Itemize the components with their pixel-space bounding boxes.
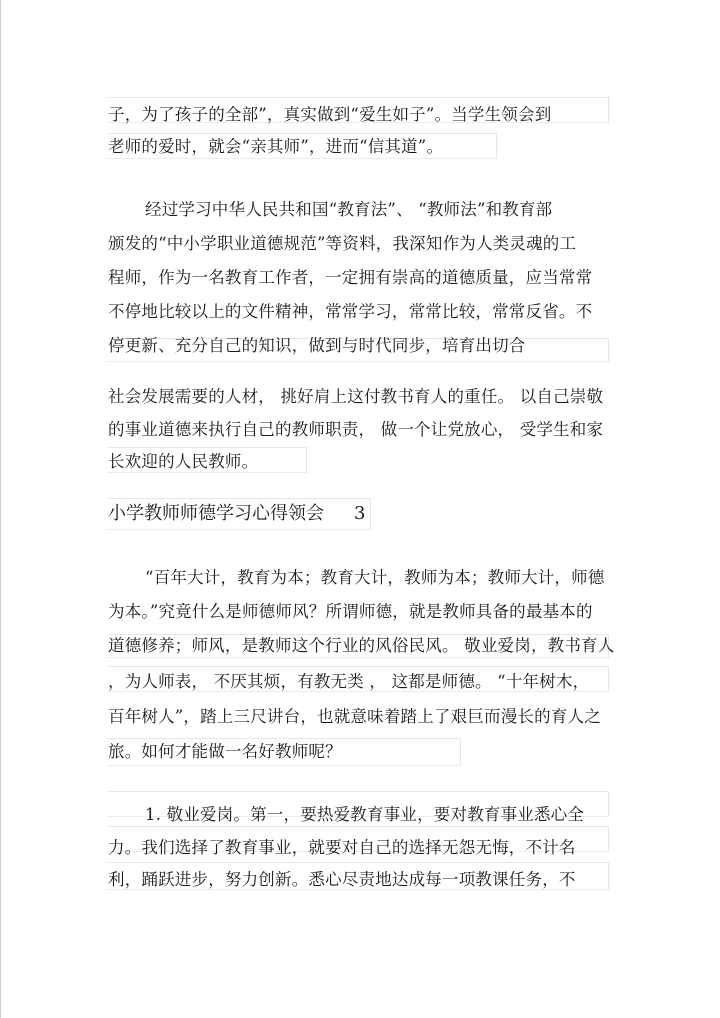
text-line: 利，踊跃进步，努力创新。悉心尽责地达成每一项教课任务，不: [108, 870, 576, 889]
text-line: 颁发的“中小学职业道德规范”等资料，我深知作为人类灵魂的工: [108, 234, 577, 253]
section-heading: [108, 500, 365, 528]
text-line: 不停地比较以上的文件精神，常常学习，常常比较，常常反省。不: [108, 302, 593, 321]
text-line: 经过学习中华人民共和国“教育法”、 “教师法”和教育部: [145, 200, 553, 219]
text-line: 旅。如何才能做一名好教师呢？: [108, 742, 342, 761]
text-line: 长欢迎的人民教师。: [108, 452, 259, 471]
text-line: 社会发展需要的人材， 挑好肩上这付教书育人的重任。 以自己崇敬: [108, 387, 604, 406]
text-line: ，为人师表， 不厌其烦，有教无类 ， 这都是师德。 “十年树木，: [108, 672, 590, 691]
section-heading-text: 小学教师师德学习心得领会: [108, 503, 324, 524]
text-line: 百年树人”，踏上三尺讲台，也就意味着踏上了艰巨而漫长的育人之: [108, 707, 601, 726]
text-line: 停更新、充分自己的知识，做到与时代同步，培育出切合: [108, 336, 526, 355]
text-line: 力。我们选择了教育事业，就要对自己的选择无怨无悔，不计名: [108, 838, 576, 857]
text-line: “百年大计，教育为本；教育大计，教师为本；教师大计，师德: [145, 568, 605, 587]
text-line: 子，为了孩子的全部”，真实做到“爱生如子”。当学生领会到: [108, 105, 552, 124]
text-line: 程师，作为一名教育工作者，一定拥有崇高的道德质量，应当常常: [108, 268, 593, 287]
text-line: 1. 敬业爱岗。第一，要热爱教育事业，要对教育事业悉心全: [145, 805, 585, 824]
section-heading-number: 3: [354, 503, 366, 524]
text-line: 道德修养；师风，是教师这个行业的风俗民风。 敬业爱岗，教书育人: [108, 636, 615, 655]
text-line: 的事业道德来执行自己的教师职责， 做一个让党放心， 受学生和家: [108, 420, 604, 439]
text-line: 老师的爱时，就会“亲其师”，进而“信其道”。: [108, 137, 444, 156]
text-line: 为本。”究竟什么是师德师风？所谓师德，就是教师具备的最基本的: [108, 602, 593, 621]
page-edge: [0, 0, 1, 1018]
